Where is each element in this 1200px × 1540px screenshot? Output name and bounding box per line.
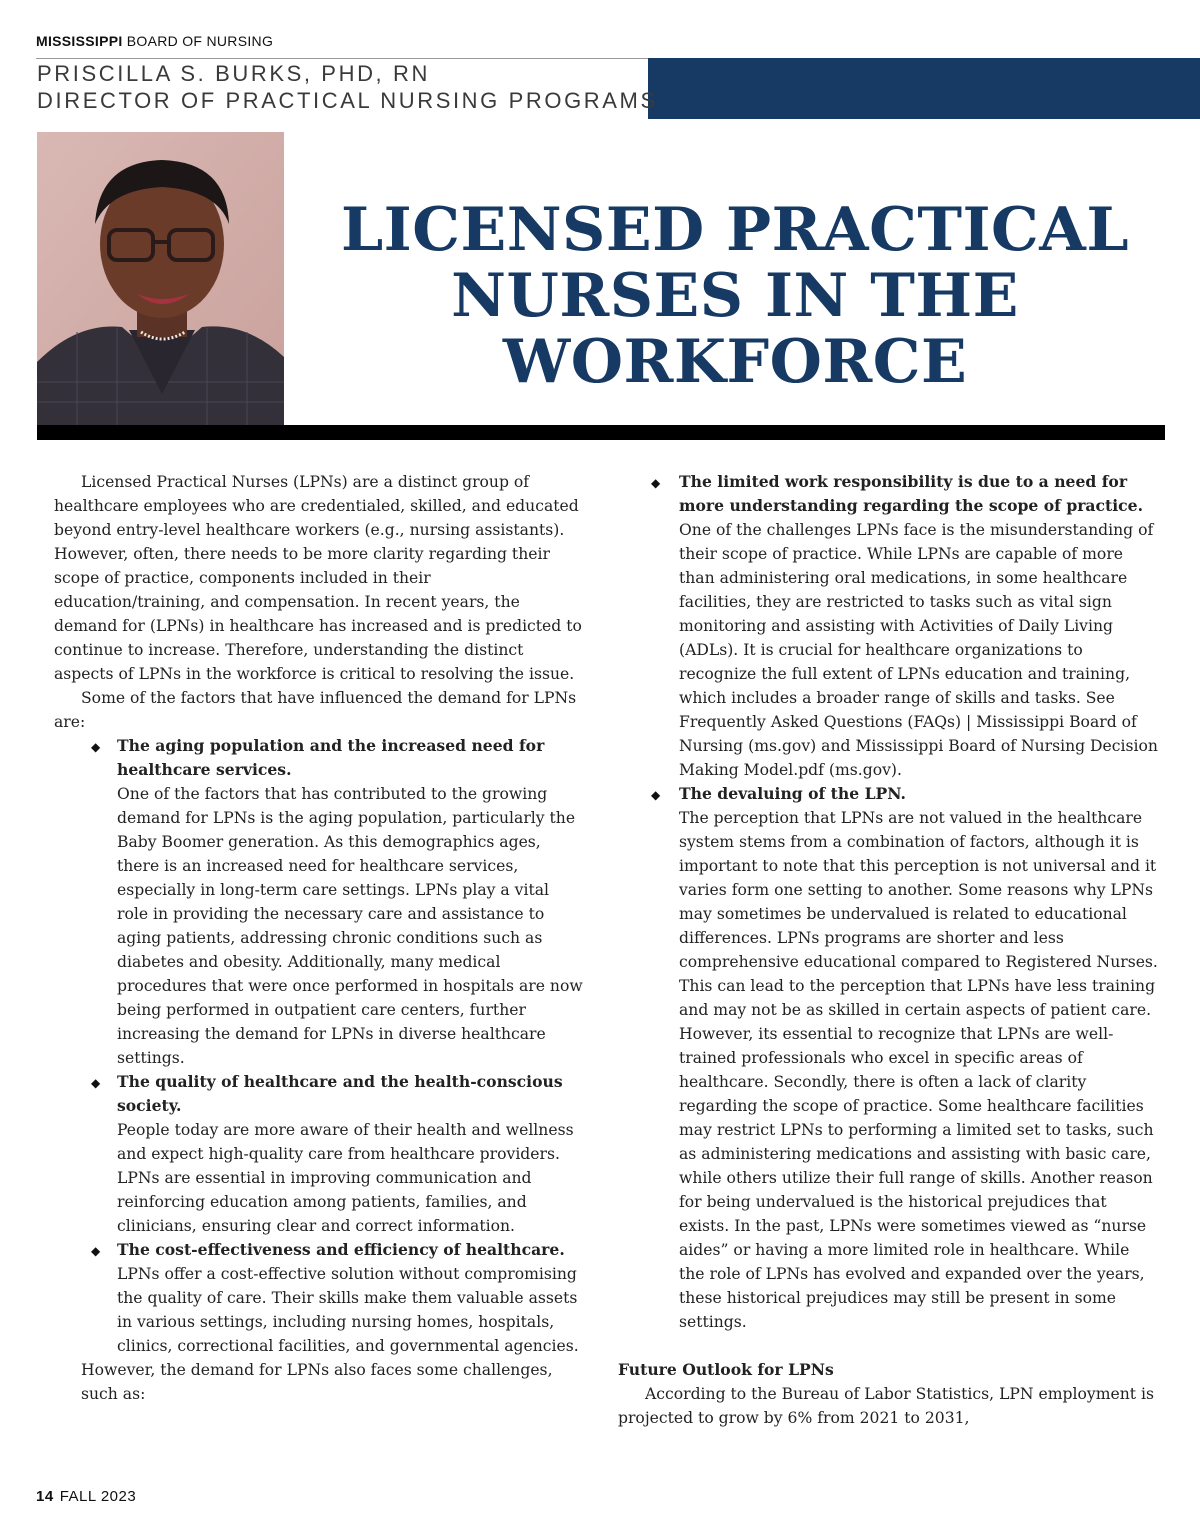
bullet-item — [54, 1238, 584, 1358]
publication-masthead — [36, 33, 273, 49]
bullet-body: One of the challenges LPNs face is the misunderstanding of their scope of practice. While LPNs are capable of more than administering oral medications, in some healthcare facilities, they are restricted to tasks such as vital sign monitoring and assisting with Activities of Daily Living (ADLs). It is crucial for healthcare organizations to recognize the full extent of LPNs education and training, which includes a broader range of skills and tasks. See Frequently Asked Questions (FAQs) | Mississippi Board of Nursing (ms.gov) and Mississippi Board of Nursing Decision Making Model.pdf (ms.gov). — [679, 521, 1158, 779]
author-title: DIRECTOR OF PRACTICAL NURSING PROGRAMS — [37, 88, 658, 113]
diamond-bullet-icon: ◆ — [91, 1076, 101, 1090]
diamond-bullet-icon: ◆ — [651, 476, 661, 490]
masthead-board: BOARD OF NURSING — [126, 33, 274, 49]
bullet-item — [618, 782, 1158, 1334]
bullet-heading: The aging population and the increased need for healthcare services. — [117, 736, 545, 779]
headline-divider — [37, 425, 1165, 440]
headline-line: LICENSED PRACTICAL — [340, 195, 1130, 265]
bullet-heading: The devaluing of the LPN. — [679, 784, 906, 803]
bullet-body: The perception that LPNs are not valued in the healthcare system stems from a combination of factors, although it is important to note that this perception is not universal and it varies form one setting to another. Some reasons why LPNs may sometimes be undervalued is related to educational differences. LPNs programs are shorter and less comprehensive educational compared to Registered Nurses. This can lead to the perception that LPNs have less training and may not be as skilled in certain aspects of patient care. However, its essential to recognize that LPNs are well-trained professionals who excel in specific areas of healthcare. Secondly, there is often a lack of clarity regarding the scope of practice. Some healthcare facilities may restrict LPNs to performing a limited set to tasks, such as administering medications and assisting with basic care, while others utilize their full range of skills. Another reason for being undervalued is the historical prejudices that exists. In the past, LPNs were sometimes viewed as “nurse aides” or having a more limited role in healthcare. While the role of LPNs has evolved and expanded over the years, these historical prejudices may still be present in some settings. — [679, 809, 1158, 1331]
section-heading: Future Outlook for LPNs — [618, 1360, 834, 1379]
intro-paragraph: Licensed Practical Nurses (LPNs) are a distinct group of healthcare employees who are credentialed, skilled, and educated beyond entry-level healthcare workers (e.g., nursing assistants). However, often, there needs to be more clarity regarding their scope of practice, components included in their education/training, and compensation. In recent years, the demand for (LPNs) in healthcare has increased and is predicted to continue to increase. Therefore, understanding the distinct aspects of LPNs in the workforce is critical to resolving the issue. — [54, 473, 582, 683]
diamond-bullet-icon: ◆ — [91, 1244, 101, 1258]
challenges-intro: However, the demand for LPNs also faces some challenges, such as: — [81, 1361, 553, 1403]
issue-label: FALL 2023 — [59, 1488, 137, 1505]
bullet-item — [618, 470, 1158, 782]
masthead-rule — [36, 58, 648, 59]
page-number: 14 — [36, 1488, 54, 1505]
page-footer — [36, 1488, 136, 1505]
masthead-state: MISSISSIPPI — [36, 33, 123, 49]
headline-line: WORKFORCE — [502, 327, 968, 397]
bullet-body: One of the factors that has contributed to the growing demand for LPNs is the aging population, particularly the Baby Boomer generation. As this demographics ages, there is an increased need for healthcare services, especially in long-term care settings. LPNs play a vital role in providing the necessary care and assistance to aging patients, addressing chronic conditions such as diabetes and obesity. Additionally, many medical procedures that were once performed in hospitals are now being performed in outpatient care centers, further increasing the demand for LPNs in diverse healthcare settings. — [117, 785, 583, 1067]
bullet-heading: The limited work responsibility is due to a need for more understanding regarding the scope of practice. — [679, 472, 1144, 515]
bullet-item — [54, 1070, 584, 1238]
bullet-heading: The cost-effectiveness and efficiency of healthcare. — [117, 1240, 565, 1259]
factors-intro: Some of the factors that have influenced the demand for LPNs are: — [54, 689, 577, 731]
left-column — [54, 470, 584, 1406]
article-headline — [300, 197, 1170, 395]
navy-header-bar — [648, 58, 1200, 119]
diamond-bullet-icon: ◆ — [651, 788, 661, 802]
right-column — [618, 470, 1158, 1430]
author-photo — [37, 132, 284, 425]
diamond-bullet-icon: ◆ — [91, 740, 101, 754]
headline-line: NURSES IN THE — [451, 261, 1019, 331]
section-paragraph: According to the Bureau of Labor Statistics, LPN employment is projected to grow by 6% from 2021 to 2031, — [618, 1385, 1154, 1427]
bullet-heading: The quality of healthcare and the health-conscious society. — [117, 1072, 563, 1115]
author-byline — [37, 60, 658, 114]
bullet-body: People today are more aware of their health and wellness and expect high-quality care from healthcare providers. LPNs are essential in improving communication and reinforcing education among patients, families, and clinicians, ensuring clear and correct information. — [117, 1121, 574, 1235]
author-name: PRISCILLA S. BURKS, PHD, RN — [37, 61, 430, 86]
bullet-item — [54, 734, 584, 1070]
bullet-body: LPNs offer a cost-effective solution without compromising the quality of care. Their skills make them valuable assets in various settings, including nursing homes, hospitals, clinics, correctional facilities, and governmental agencies. — [117, 1265, 579, 1355]
